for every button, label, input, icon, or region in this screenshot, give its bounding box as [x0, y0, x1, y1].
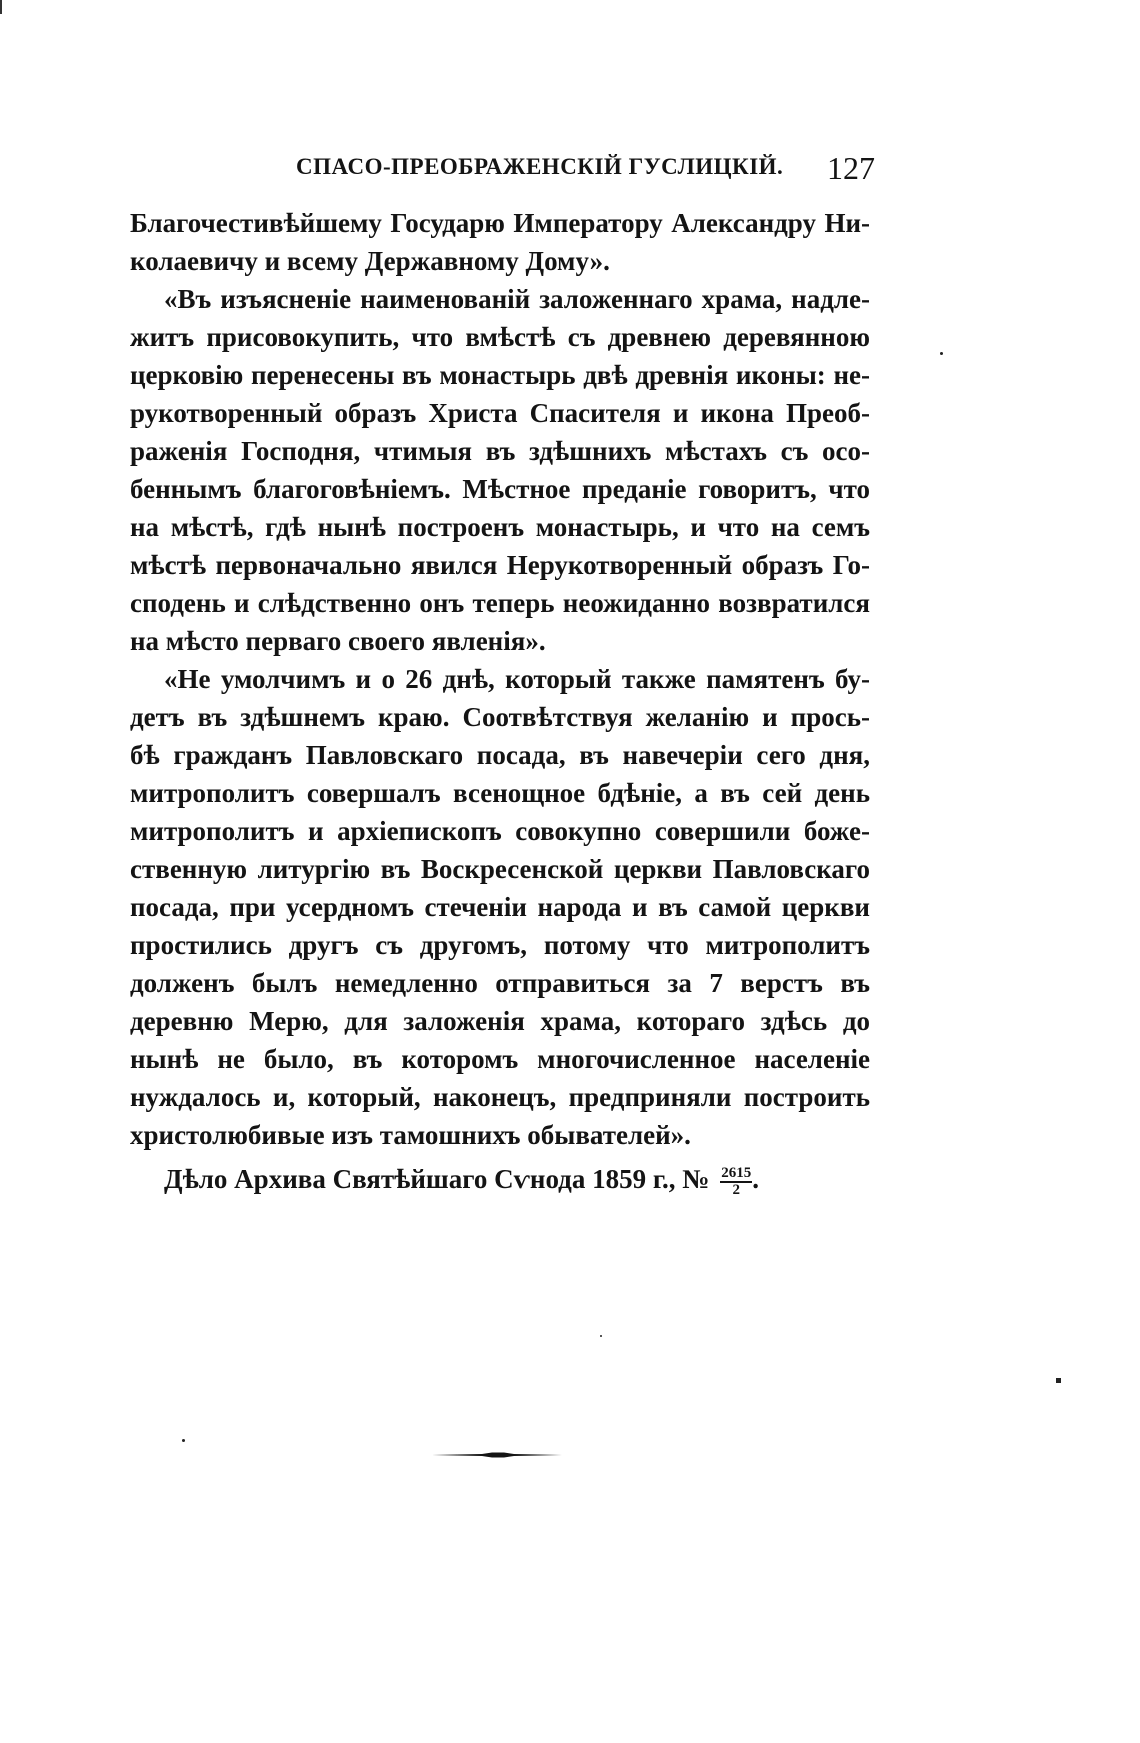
text-line: бѣ гражданъ Павловскаго посада, въ навечеріи сего дня, — [130, 740, 870, 770]
scan-speck — [182, 1439, 185, 1442]
ornamental-divider — [432, 1451, 562, 1459]
text-line: христолюбивые изъ тамошнихъ обывателей». — [130, 1120, 691, 1150]
text-line: рукотворенный образъ Христа Спасителя и икона Преоб- — [130, 398, 870, 428]
archive-citation — [164, 1160, 759, 1198]
text-line: детъ въ здѣшнемъ краю. Соотвѣтствуя желанію и прось- — [130, 702, 870, 732]
citation-text: Дѣло Архива Святѣйшаго Сѵнода 1859 г., № — [164, 1164, 710, 1194]
text-line: церковію перенесены въ монастырь двѣ древнія иконы: не- — [130, 360, 870, 390]
text-line: сподень и слѣдственно онъ теперь неожиданно возвратился — [130, 588, 870, 618]
fraction-denominator: 2 — [732, 1181, 740, 1198]
text-line: «Не умолчимъ и о 26 днѣ, который также памятенъ бу- — [164, 664, 870, 694]
fraction-numerator: 2615 — [721, 1164, 752, 1181]
text-line: долженъ былъ немедленно отправиться за 7 верстъ въ — [130, 968, 870, 998]
running-head: СПАСО-ПРЕОБРАЖЕНСКІЙ ГУСЛИЦКІЙ. — [296, 154, 784, 179]
text-line: мѣстѣ первоначально явился Нерукотворенный образъ Го- — [130, 550, 870, 580]
text-line: колаевичу и всему Державному Дому». — [130, 246, 610, 276]
citation-fraction — [720, 1166, 752, 1198]
text-line: нынѣ не было, въ которомъ многочисленное населеніе — [130, 1044, 870, 1074]
text-line: ственную литургію въ Воскресенской церкви Павловскаго — [130, 854, 870, 884]
scan-speck — [1056, 1378, 1061, 1383]
text-line: раженія Господня, чтимыя въ здѣшнихъ мѣстахъ съ осо- — [130, 436, 870, 466]
text-line: «Въ изъясненіе наименованій заложеннаго храма, надле- — [164, 284, 870, 314]
citation-period: . — [752, 1164, 759, 1194]
text-line: беннымъ благоговѣніемъ. Мѣстное преданіе говоритъ, что — [130, 474, 870, 504]
text-line: митрополитъ и архіепископъ совокупно совершили боже- — [130, 816, 870, 846]
page-number: 127 — [827, 150, 875, 186]
text-line: митрополитъ совершалъ всенощное бдѣніе, а въ сей день — [130, 778, 870, 808]
text-line: житъ присовокупить, что вмѣстѣ съ древнею деревянною — [130, 322, 870, 352]
text-line: на мѣстѣ, гдѣ нынѣ построенъ монастырь, и что на семъ — [130, 512, 870, 542]
text-line: на мѣсто перваго своего явленія». — [130, 626, 546, 656]
page-header — [130, 150, 875, 190]
text-line: нуждалось и, который, наконецъ, предприняли построить — [130, 1082, 870, 1112]
body-text — [130, 204, 870, 1154]
scan-speck — [600, 1335, 602, 1337]
text-line: деревню Мерю, для заложенія храма, котораго здѣсь до — [130, 1006, 870, 1036]
scan-speck — [940, 352, 943, 355]
text-line: посада, при усердномъ стеченіи народа и въ самой церкви — [130, 892, 870, 922]
text-line: Благочестивѣйшему Государю Императору Александру Ни- — [130, 208, 870, 238]
scan-corner-mark — [0, 0, 2, 14]
text-line: простились другъ съ другомъ, потому что митрополитъ — [130, 930, 870, 960]
